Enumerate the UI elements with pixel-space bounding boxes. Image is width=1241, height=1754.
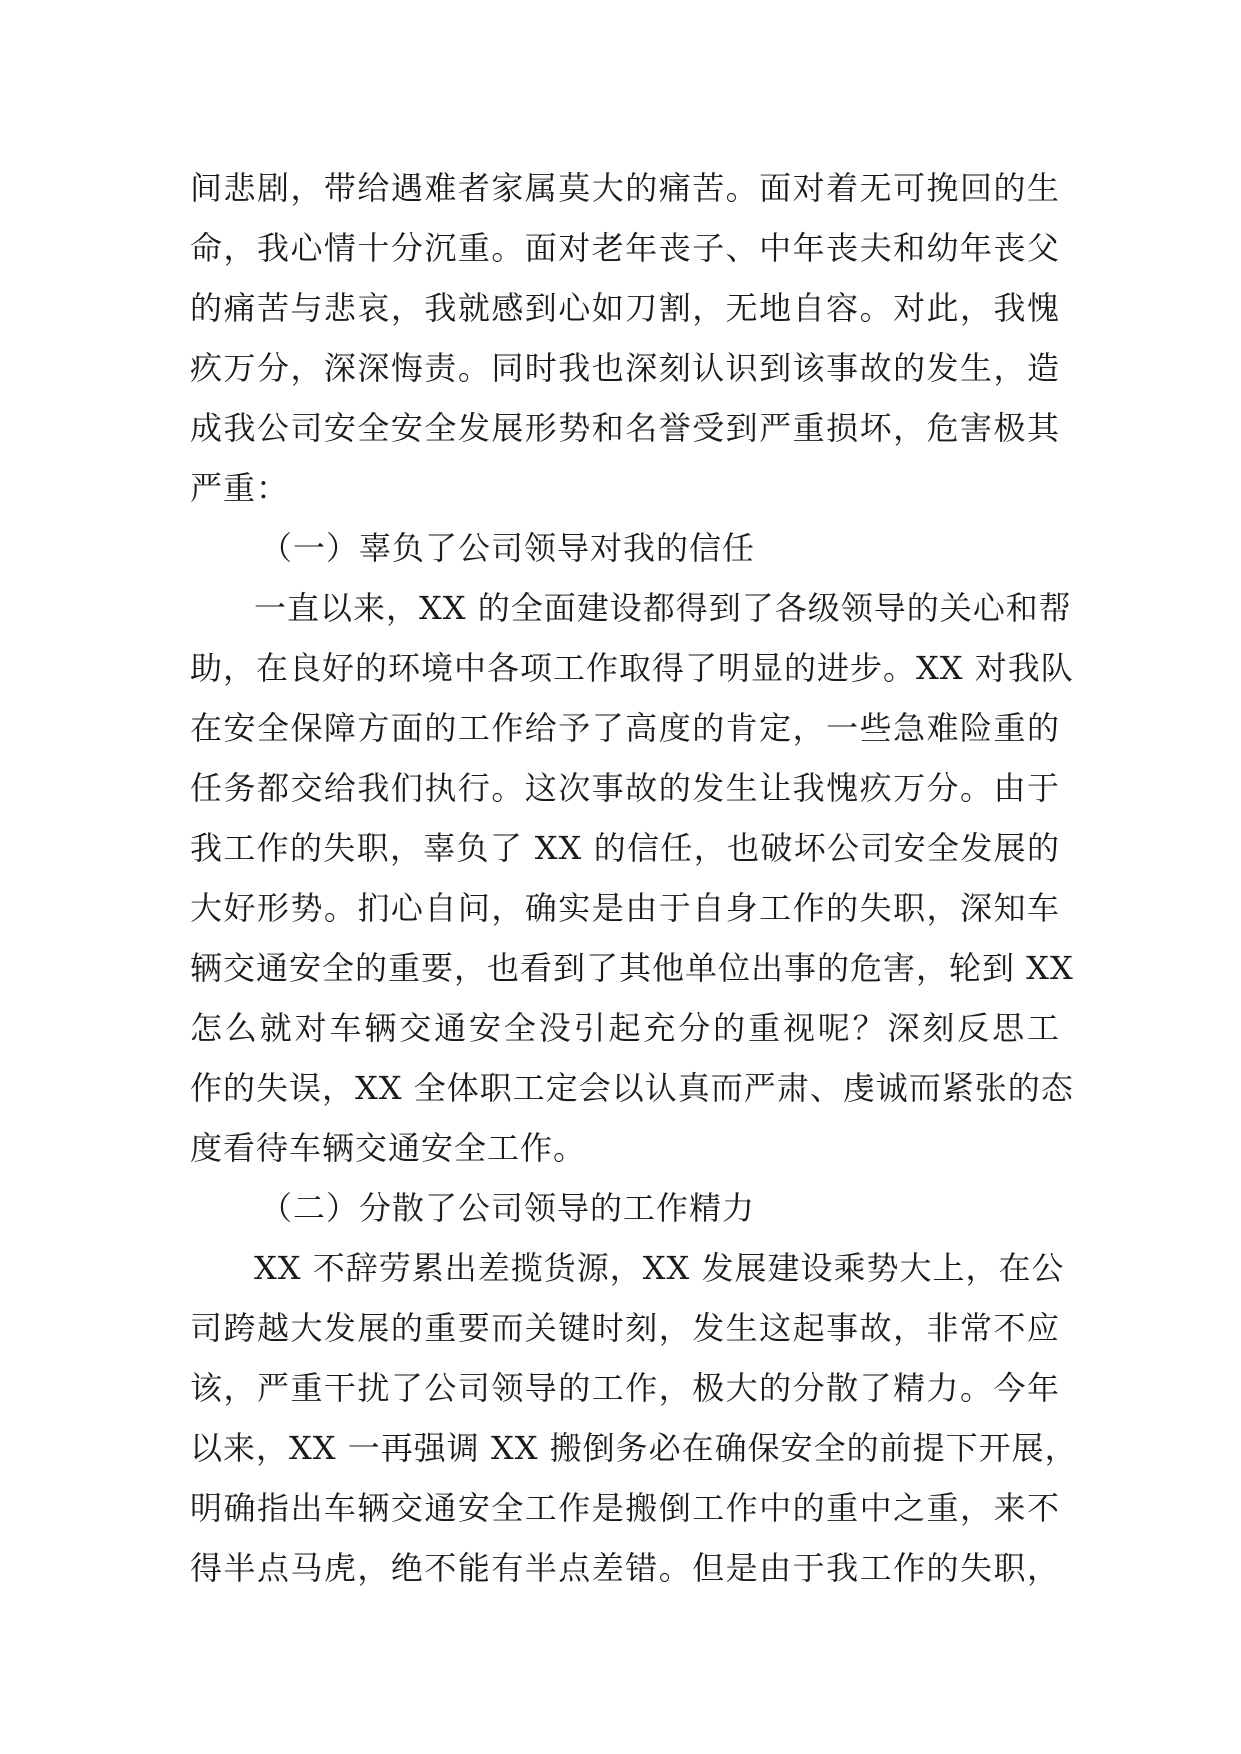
document-body bbox=[190, 158, 1078, 1598]
text-line: 的痛苦与悲哀，我就感到心如刀割，无地自容。对此，我愧 bbox=[190, 289, 1060, 327]
text-line: 严重： bbox=[190, 469, 290, 507]
section-heading: （二）分散了公司领导的工作精力 bbox=[260, 1189, 756, 1227]
text-line: 任务都交给我们执行。这次事故的发生让我愧疚万分。由于 bbox=[190, 769, 1060, 807]
text-line: 度看待车辆交通安全工作。 bbox=[190, 1129, 587, 1167]
text-line: 辆交通安全的重要，也看到了其他单位出事的危害，轮到 XX bbox=[190, 949, 1074, 987]
text-line: 作的失误，XX 全体职工定会以认真而严肃、虔诚而紧张的态 bbox=[190, 1069, 1074, 1107]
text-line: 明确指出车辆交通安全工作是搬倒工作中的重中之重，来不 bbox=[190, 1489, 1060, 1527]
text-line: 在安全保障方面的工作给予了高度的肯定，一些急难险重的 bbox=[190, 709, 1060, 747]
text-line: 以来，XX 一再强调 XX 搬倒务必在确保安全的前提下开展， bbox=[190, 1429, 1078, 1467]
text-line: 我工作的失职，辜负了 XX 的信任，也破坏公司安全发展的 bbox=[190, 829, 1060, 867]
text-line: 得半点马虎，绝不能有半点差错。但是由于我工作的失职， bbox=[190, 1549, 1060, 1587]
section-heading: （一）辜负了公司领导对我的信任 bbox=[260, 529, 756, 567]
text-line: 一直以来，XX 的全面建设都得到了各级领导的关心和帮 bbox=[254, 589, 1072, 627]
text-line: XX 不辞劳累出差揽货源，XX 发展建设乘势大上，在公 bbox=[254, 1249, 1065, 1287]
text-line: 司跨越大发展的重要而关键时刻，发生这起事故，非常不应 bbox=[190, 1309, 1060, 1347]
text-line: 命，我心情十分沉重。面对老年丧子、中年丧夫和幼年丧父 bbox=[190, 229, 1060, 267]
text-line: 大好形势。扪心自问，确实是由于自身工作的失职，深知车 bbox=[190, 889, 1060, 927]
text-line: 疚万分，深深悔责。同时我也深刻认识到该事故的发生，造 bbox=[190, 349, 1060, 387]
text-line: 助，在良好的环境中各项工作取得了明显的进步。XX 对我队 bbox=[190, 649, 1074, 687]
text-line: 该，严重干扰了公司领导的工作，极大的分散了精力。今年 bbox=[190, 1369, 1060, 1407]
text-line: 间悲剧，带给遇难者家属莫大的痛苦。面对着无可挽回的生 bbox=[190, 169, 1060, 207]
text-line: 怎么就对车辆交通安全没引起充分的重视呢？深刻反思工 bbox=[190, 1009, 1060, 1047]
text-line: 成我公司安全安全发展形势和名誉受到严重损坏，危害极其 bbox=[190, 409, 1060, 447]
